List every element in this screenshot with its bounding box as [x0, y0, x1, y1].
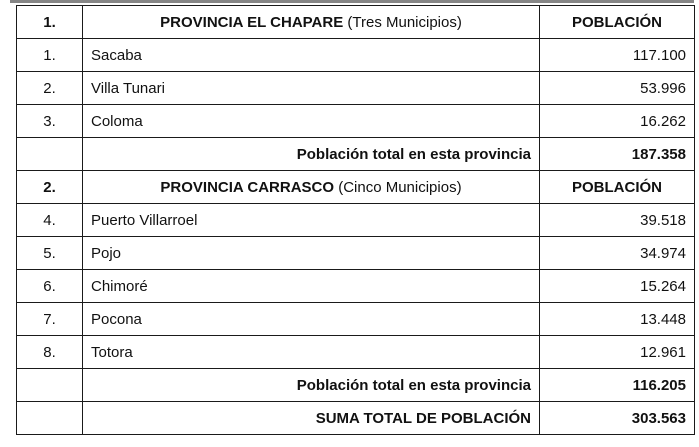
municipality-name: Villa Tunari [83, 72, 540, 105]
top-border-fragment [10, 0, 694, 3]
table-row [17, 237, 695, 270]
table-row [17, 303, 695, 336]
municipality-number: 1. [17, 39, 83, 72]
province-header-row [17, 6, 695, 39]
municipality-population: 117.100 [540, 39, 695, 72]
table-row [17, 39, 695, 72]
province-total-row [17, 138, 695, 171]
municipality-population: 15.264 [540, 270, 695, 303]
municipality-name: Pojo [83, 237, 540, 270]
empty-cell [17, 369, 83, 402]
province-index: 1. [17, 6, 83, 39]
empty-cell [17, 402, 83, 435]
grand-total-row [17, 402, 695, 435]
province-index: 2. [17, 171, 83, 204]
province-note: (Cinco Municipios) [334, 178, 462, 196]
municipality-number: 3. [17, 105, 83, 138]
municipality-number: 5. [17, 237, 83, 270]
municipality-name: Pocona [83, 303, 540, 336]
province-total-value: 116.205 [540, 369, 695, 402]
municipality-number: 4. [17, 204, 83, 237]
municipality-number: 6. [17, 270, 83, 303]
municipality-name: Coloma [83, 105, 540, 138]
province-total-label: Población total en esta provincia [83, 138, 540, 171]
municipality-population: 39.518 [540, 204, 695, 237]
table-row [17, 72, 695, 105]
municipality-population: 53.996 [540, 72, 695, 105]
province-name: PROVINCIA CARRASCO [160, 178, 335, 196]
municipality-name: Puerto Villarroel [83, 204, 540, 237]
municipality-population: 13.448 [540, 303, 695, 336]
province-note: (Tres Municipios) [343, 13, 462, 31]
province-total-row [17, 369, 695, 402]
empty-cell [17, 138, 83, 171]
table-row [17, 105, 695, 138]
province-title [83, 171, 540, 204]
municipality-population: 16.262 [540, 105, 695, 138]
table-row [17, 204, 695, 237]
grand-total-label: SUMA TOTAL DE POBLACIÓN [83, 402, 540, 435]
municipality-population: 12.961 [540, 336, 695, 369]
table-row [17, 270, 695, 303]
municipality-name: Totora [83, 336, 540, 369]
province-name: PROVINCIA EL CHAPARE [160, 13, 344, 31]
municipality-name: Sacaba [83, 39, 540, 72]
municipality-number: 8. [17, 336, 83, 369]
municipality-population: 34.974 [540, 237, 695, 270]
province-total-label: Población total en esta provincia [83, 369, 540, 402]
municipality-name: Chimoré [83, 270, 540, 303]
grand-total-value: 303.563 [540, 402, 695, 435]
province-header-row [17, 171, 695, 204]
province-total-value: 187.358 [540, 138, 695, 171]
municipality-number: 2. [17, 72, 83, 105]
population-column-header: POBLACIÓN [540, 171, 695, 204]
table-row [17, 336, 695, 369]
population-table [16, 5, 695, 435]
municipality-number: 7. [17, 303, 83, 336]
population-column-header: POBLACIÓN [540, 6, 695, 39]
province-title [83, 6, 540, 39]
